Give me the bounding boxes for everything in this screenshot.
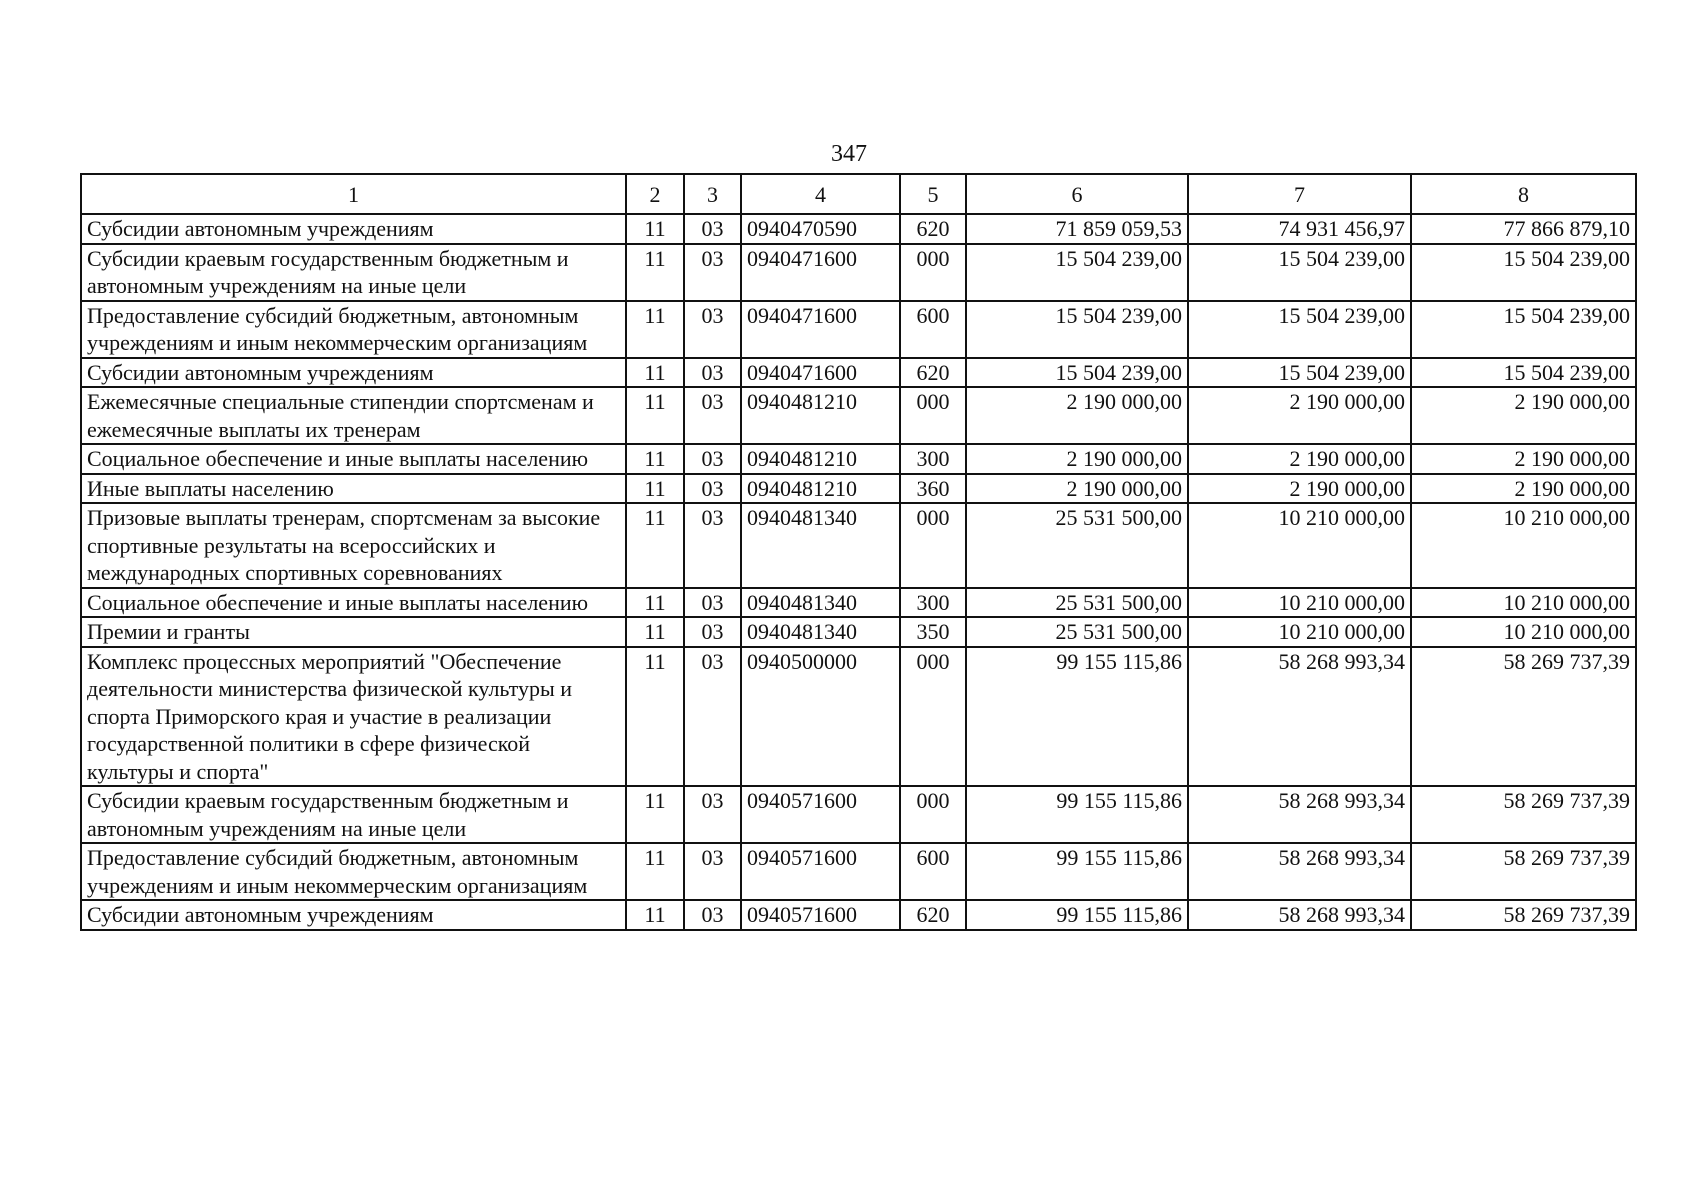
row-section-code: 11 <box>626 358 684 388</box>
row-description: Предоставление субсидий бюджетным, автономным учреждениям и иным некоммерческим организациям <box>81 843 626 900</box>
row-subsection-code: 03 <box>684 843 741 900</box>
row-description: Комплекс процессных мероприятий "Обеспечение деятельности министерства физической культуры и спорта Приморского края и участие в реализации государственной политики в сфере физической культуры и спорта" <box>81 647 626 787</box>
row-amount-col6: 99 155 115,86 <box>966 786 1188 843</box>
row-target-article: 0940471600 <box>741 244 900 301</box>
row-description: Субсидии краевым государственным бюджетным и автономным учреждениям на иные цели <box>81 786 626 843</box>
row-description: Субсидии автономным учреждениям <box>81 358 626 388</box>
row-section-code: 11 <box>626 503 684 588</box>
row-amount-col7: 2 190 000,00 <box>1188 474 1411 504</box>
row-expense-type: 350 <box>900 617 966 647</box>
table-row <box>81 301 1636 358</box>
table-row <box>81 444 1636 474</box>
row-description: Социальное обеспечение и иные выплаты населению <box>81 444 626 474</box>
table-row <box>81 588 1636 618</box>
row-section-code: 11 <box>626 900 684 930</box>
row-section-code: 11 <box>626 617 684 647</box>
row-subsection-code: 03 <box>684 444 741 474</box>
row-section-code: 11 <box>626 214 684 244</box>
row-section-code: 11 <box>626 588 684 618</box>
column-header: 6 <box>966 174 1188 214</box>
column-header: 8 <box>1411 174 1636 214</box>
row-amount-col8: 15 504 239,00 <box>1411 244 1636 301</box>
row-target-article: 0940481340 <box>741 588 900 618</box>
row-amount-col8: 15 504 239,00 <box>1411 301 1636 358</box>
row-amount-col8: 10 210 000,00 <box>1411 588 1636 618</box>
row-amount-col8: 58 269 737,39 <box>1411 786 1636 843</box>
row-amount-col8: 58 269 737,39 <box>1411 900 1636 930</box>
column-header: 5 <box>900 174 966 214</box>
row-amount-col7: 58 268 993,34 <box>1188 900 1411 930</box>
row-amount-col7: 2 190 000,00 <box>1188 387 1411 444</box>
row-amount-col8: 77 866 879,10 <box>1411 214 1636 244</box>
row-amount-col6: 71 859 059,53 <box>966 214 1188 244</box>
row-description: Субсидии автономным учреждениям <box>81 900 626 930</box>
row-amount-col6: 99 155 115,86 <box>966 900 1188 930</box>
table-row <box>81 358 1636 388</box>
row-subsection-code: 03 <box>684 358 741 388</box>
row-expense-type: 300 <box>900 588 966 618</box>
row-amount-col7: 74 931 456,97 <box>1188 214 1411 244</box>
row-expense-type: 000 <box>900 786 966 843</box>
row-expense-type: 620 <box>900 900 966 930</box>
row-amount-col8: 2 190 000,00 <box>1411 444 1636 474</box>
row-subsection-code: 03 <box>684 588 741 618</box>
row-amount-col6: 25 531 500,00 <box>966 588 1188 618</box>
budget-table <box>80 173 1637 931</box>
row-subsection-code: 03 <box>684 214 741 244</box>
row-description: Социальное обеспечение и иные выплаты населению <box>81 588 626 618</box>
column-header: 7 <box>1188 174 1411 214</box>
table-row <box>81 900 1636 930</box>
table-row <box>81 244 1636 301</box>
row-amount-col8: 10 210 000,00 <box>1411 617 1636 647</box>
row-amount-col6: 99 155 115,86 <box>966 647 1188 787</box>
row-amount-col7: 15 504 239,00 <box>1188 244 1411 301</box>
row-amount-col6: 15 504 239,00 <box>966 358 1188 388</box>
row-description: Призовые выплаты тренерам, спортсменам за высокие спортивные результаты на всероссийских и международных спортивных соревнованиях <box>81 503 626 588</box>
row-amount-col8: 58 269 737,39 <box>1411 843 1636 900</box>
header-row <box>81 174 1636 214</box>
column-header: 1 <box>81 174 626 214</box>
row-amount-col6: 2 190 000,00 <box>966 387 1188 444</box>
row-target-article: 0940481340 <box>741 503 900 588</box>
table-row <box>81 647 1636 787</box>
row-subsection-code: 03 <box>684 617 741 647</box>
row-expense-type: 600 <box>900 301 966 358</box>
row-amount-col6: 2 190 000,00 <box>966 444 1188 474</box>
table-row <box>81 474 1636 504</box>
table-row <box>81 786 1636 843</box>
row-expense-type: 600 <box>900 843 966 900</box>
row-description: Субсидии краевым государственным бюджетным и автономным учреждениям на иные цели <box>81 244 626 301</box>
row-expense-type: 000 <box>900 244 966 301</box>
row-amount-col7: 10 210 000,00 <box>1188 588 1411 618</box>
row-subsection-code: 03 <box>684 474 741 504</box>
row-target-article: 0940571600 <box>741 786 900 843</box>
row-amount-col8: 2 190 000,00 <box>1411 387 1636 444</box>
table-row <box>81 503 1636 588</box>
row-amount-col7: 2 190 000,00 <box>1188 444 1411 474</box>
row-amount-col8: 2 190 000,00 <box>1411 474 1636 504</box>
row-expense-type: 360 <box>900 474 966 504</box>
row-target-article: 0940481210 <box>741 387 900 444</box>
row-amount-col7: 58 268 993,34 <box>1188 786 1411 843</box>
row-section-code: 11 <box>626 474 684 504</box>
row-amount-col7: 58 268 993,34 <box>1188 843 1411 900</box>
row-section-code: 11 <box>626 786 684 843</box>
row-amount-col7: 58 268 993,34 <box>1188 647 1411 787</box>
row-amount-col7: 10 210 000,00 <box>1188 503 1411 588</box>
row-amount-col6: 99 155 115,86 <box>966 843 1188 900</box>
row-subsection-code: 03 <box>684 503 741 588</box>
row-target-article: 0940481210 <box>741 474 900 504</box>
row-section-code: 11 <box>626 647 684 787</box>
column-header: 3 <box>684 174 741 214</box>
row-expense-type: 000 <box>900 387 966 444</box>
column-header: 4 <box>741 174 900 214</box>
row-description: Ежемесячные специальные стипендии спортсменам и ежемесячные выплаты их тренерам <box>81 387 626 444</box>
row-description: Премии и гранты <box>81 617 626 647</box>
row-amount-col7: 15 504 239,00 <box>1188 301 1411 358</box>
row-description: Иные выплаты населению <box>81 474 626 504</box>
row-subsection-code: 03 <box>684 647 741 787</box>
row-target-article: 0940471600 <box>741 301 900 358</box>
row-target-article: 0940571600 <box>741 843 900 900</box>
row-target-article: 0940470590 <box>741 214 900 244</box>
row-target-article: 0940481340 <box>741 617 900 647</box>
row-amount-col8: 15 504 239,00 <box>1411 358 1636 388</box>
row-amount-col8: 10 210 000,00 <box>1411 503 1636 588</box>
page-number: 347 <box>831 141 867 167</box>
row-expense-type: 300 <box>900 444 966 474</box>
row-expense-type: 000 <box>900 647 966 787</box>
row-amount-col6: 2 190 000,00 <box>966 474 1188 504</box>
table-row <box>81 214 1636 244</box>
table-row <box>81 387 1636 444</box>
table-row <box>81 617 1636 647</box>
row-section-code: 11 <box>626 301 684 358</box>
row-amount-col6: 15 504 239,00 <box>966 301 1188 358</box>
row-subsection-code: 03 <box>684 900 741 930</box>
row-amount-col6: 15 504 239,00 <box>966 244 1188 301</box>
row-section-code: 11 <box>626 444 684 474</box>
row-section-code: 11 <box>626 244 684 301</box>
row-expense-type: 620 <box>900 214 966 244</box>
row-target-article: 0940500000 <box>741 647 900 787</box>
row-target-article: 0940481210 <box>741 444 900 474</box>
row-amount-col6: 25 531 500,00 <box>966 617 1188 647</box>
row-section-code: 11 <box>626 843 684 900</box>
column-header: 2 <box>626 174 684 214</box>
row-expense-type: 000 <box>900 503 966 588</box>
row-amount-col8: 58 269 737,39 <box>1411 647 1636 787</box>
row-amount-col7: 10 210 000,00 <box>1188 617 1411 647</box>
row-description: Субсидии автономным учреждениям <box>81 214 626 244</box>
row-expense-type: 620 <box>900 358 966 388</box>
table-row <box>81 843 1636 900</box>
row-section-code: 11 <box>626 387 684 444</box>
row-amount-col7: 15 504 239,00 <box>1188 358 1411 388</box>
row-target-article: 0940571600 <box>741 900 900 930</box>
row-amount-col6: 25 531 500,00 <box>966 503 1188 588</box>
row-subsection-code: 03 <box>684 244 741 301</box>
row-subsection-code: 03 <box>684 786 741 843</box>
row-subsection-code: 03 <box>684 387 741 444</box>
row-subsection-code: 03 <box>684 301 741 358</box>
row-description: Предоставление субсидий бюджетным, автономным учреждениям и иным некоммерческим организациям <box>81 301 626 358</box>
row-target-article: 0940471600 <box>741 358 900 388</box>
